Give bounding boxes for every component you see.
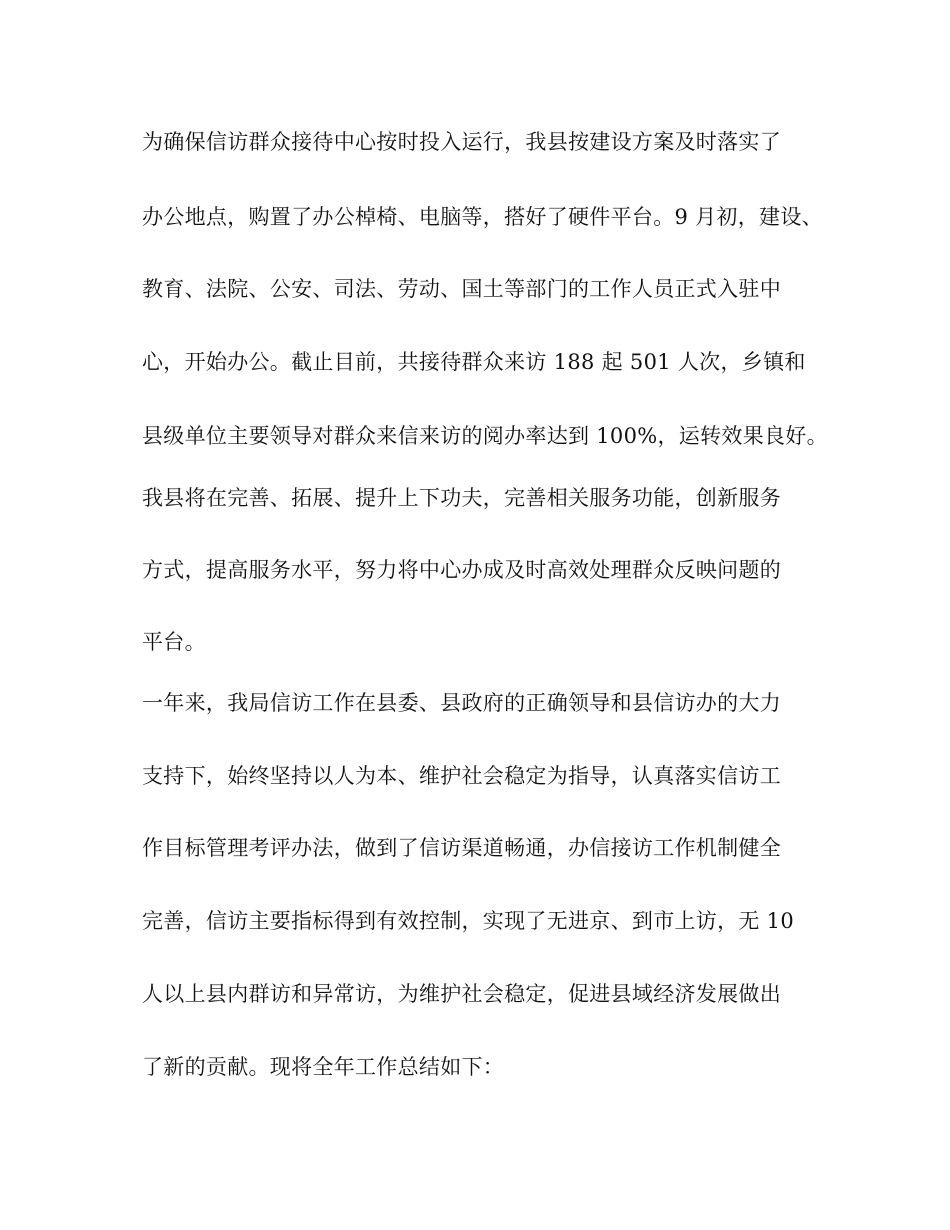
text-line: 完善，信访主要指标得到有效控制，实现了无进京、到市上访，无 10	[142, 909, 794, 933]
text-line: 县级单位主要领导对群众来信来访的阅办率达到 100%，运转效果良好。	[142, 424, 828, 448]
text-line: 人以上县内群访和异常访，为维护社会稳定，促进县域经济发展做出	[142, 982, 781, 1006]
text-line: 我县将在完善、拓展、提升上下功夫，完善相关服务功能，创新服务	[142, 486, 781, 510]
text-line: 作目标管理考评办法，做到了信访渠道畅通，办信接访工作机制健全	[142, 836, 781, 860]
text-line: 为确保信访群众接待中心按时投入运行，我县按建设方案及时落实了	[142, 130, 781, 154]
text-line: 了新的贡献。现将全年工作总结如下：	[142, 1055, 505, 1079]
text-line: 方式，提高服务水平，努力将中心办成及时高效处理群众反映问题的	[142, 558, 781, 582]
text-line: 办公地点，购置了办公棹椅、电脑等，搭好了硬件平台。9 月初，建设、	[142, 205, 823, 229]
text-line: 一年来，我局信访工作在县委、县政府的正确领导和县信访办的大力	[142, 691, 781, 715]
text-line: 教育、法院、公安、司法、劳动、国土等部门的工作人员正式入驻中	[142, 277, 781, 301]
text-line: 平台。	[142, 630, 206, 654]
text-line: 心，开始办公。截止目前，共接待群众来访 188 起 501 人次，乡镇和	[142, 350, 806, 374]
text-line: 支持下，始终坚持以人为本、维护社会稳定为指导，认真落实信访工	[142, 764, 781, 788]
